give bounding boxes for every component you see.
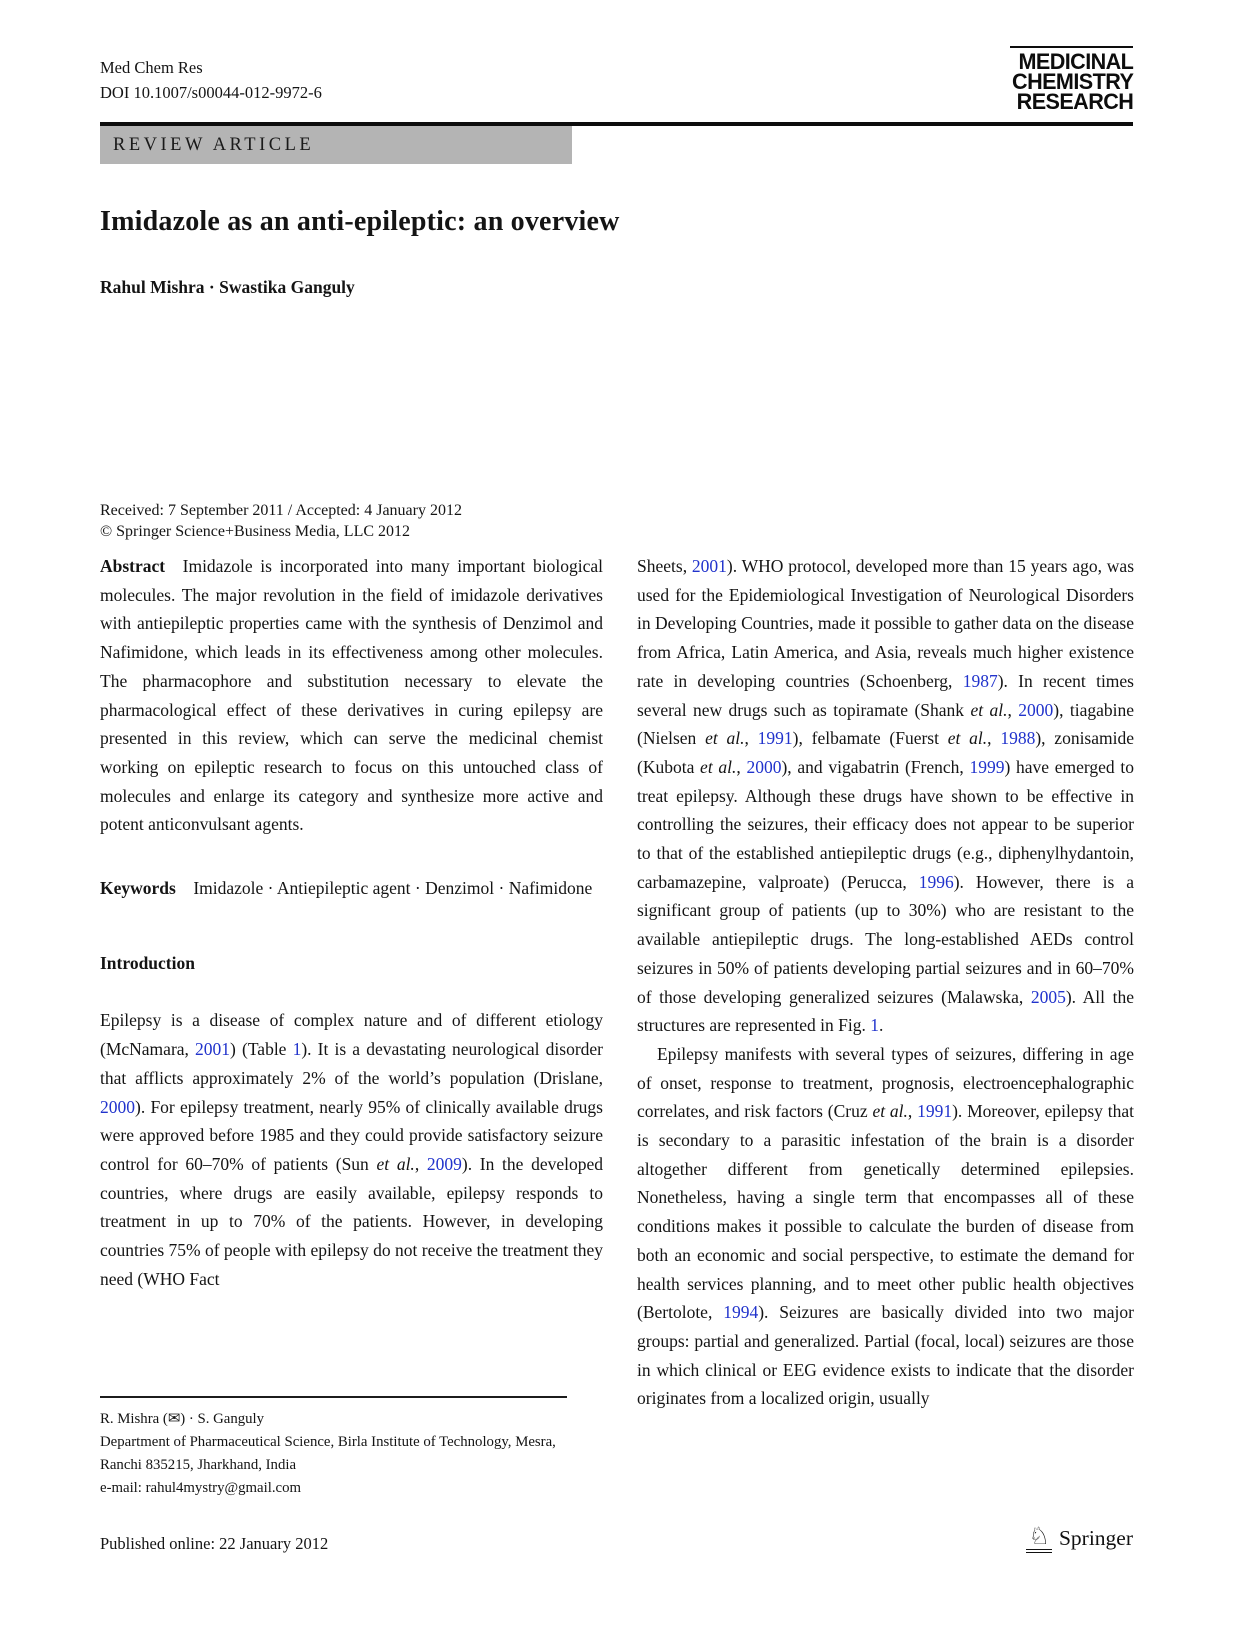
text-run: ). It is a devastating neurological disorder that afflicts approximately 2% of the world’s population (Drislane, <box>100 1039 603 1088</box>
text-run: ), tiagabine (Nielsen <box>637 699 1135 749</box>
citation-link[interactable]: 1994 <box>723 1302 759 1323</box>
introduction-paragraph <box>100 1006 603 1293</box>
text-run: , <box>744 728 758 749</box>
text-run: Imidazole is incorporated into many important biological molecules. The major revolution in the field of imidazole derivatives with antiepileptic properties came with the synthesis of Denzimol and Nafimidone, which leads in its effectiveness among other molecules. The pharmacophore and substitution necessary to elevate the pharmacological effect of these derivatives in curing epilepsy are presented in this review, which can serve the medicinal chemist working on epileptic research to focus on this untouched class of molecules and enlarge its category and synthesize more active and potent anticonvulsant agents. <box>100 556 603 835</box>
text-run: ), and vigabatrin (French, <box>781 756 970 777</box>
received-accepted-line: Received: 7 September 2011 / Accepted: 4 January 2012 <box>100 502 462 519</box>
citation-link[interactable]: 1 <box>870 1015 880 1036</box>
citation-link[interactable]: 2005 <box>1030 986 1066 1007</box>
citation-link[interactable]: 1999 <box>969 756 1005 777</box>
publisher-name: Springer <box>1058 1526 1133 1550</box>
citation-link[interactable]: 1991 <box>917 1101 953 1122</box>
springer-knight-icon: ♘ <box>1026 1524 1052 1553</box>
text-run: ). All the structures are represented in Fig. <box>637 986 1134 1036</box>
text-run: Abstract <box>100 556 166 576</box>
text-run: , <box>1007 699 1019 720</box>
page-title: Imidazole as an anti-epileptic: an overview <box>100 206 620 237</box>
text-run: ). For epilepsy treatment, nearly 95% of clinically available drugs were approved before 1985 and they could provide satisfactory seizure control for 60–70% of patients (Sun <box>100 1096 603 1174</box>
section-heading-introduction: Introduction <box>100 952 195 973</box>
right-column <box>637 552 1134 1413</box>
text-run: ). Moreover, epilepsy that is secondary to a parasitic infestation of the brain is a disorder altogether different from genetically determined epilepsies. Nonetheless, having a single term that encompasses all of these conditions makes it possible to calculate the burden of disease from both an economic and social perspective, to estimate the demand for health services planning, and to meet other public health objectives (Bertolote, <box>637 1101 1134 1323</box>
citation-link[interactable]: 1987 <box>962 670 998 691</box>
correspondence-authors: R. Mishra (✉) · S. Ganguly <box>100 1411 265 1427</box>
citation-link[interactable]: 2000 <box>100 1096 135 1117</box>
publisher-logo <box>1026 1524 1133 1553</box>
doi-line: DOI 10.1007/s00044-012-9972-6 <box>100 83 322 102</box>
text-run: ). Seizures are basically divided into two major groups: partial and generalized. Partial (focal, local) seizures are those in which clinical or EEG evidence exists to indicate that the disorder originates from a localized origin, usually <box>637 1302 1134 1409</box>
text-run: et al. <box>947 728 988 749</box>
citation-link[interactable]: 2000 <box>746 756 782 777</box>
article-type-label: REVIEW ARTICLE <box>113 135 315 155</box>
published-online-line: Published online: 22 January 2012 <box>100 1534 329 1553</box>
journal-logo-text <box>1011 49 1133 114</box>
text-run: et al. <box>970 699 1008 720</box>
copyright-line: © Springer Science+Business Media, LLC 2012 <box>100 523 411 540</box>
text-run: ). However, there is a significant group of patients (up to 30%) who are resistant to the available antiepileptic drugs. The long-established AEDs control seizures in 50% of patients developing partial seizures and in 60–70% of those developing generalized seizures (Malawska, <box>637 871 1135 1007</box>
text-run: et al. <box>700 756 737 777</box>
text-run: . <box>879 1015 884 1036</box>
citation-link[interactable]: 1991 <box>757 728 793 749</box>
footnote-rule <box>100 1396 567 1398</box>
text-run: , <box>414 1153 427 1174</box>
citation-link[interactable]: 1996 <box>918 871 954 892</box>
body-paragraph-1 <box>637 552 1134 1040</box>
text-run: et al. <box>705 728 745 749</box>
abstract-paragraph <box>100 552 603 839</box>
text-run: ). WHO protocol, developed more than 15 years ago, was used for the Epidemiological Investigation of Neurological Disorders in Developing Countries, made it possible to gather data on the disease from Africa, Latin America, and Asia, reveals much higher existence rate in developing countries (Schoenberg, <box>637 556 1135 691</box>
journal-logo <box>1007 46 1133 112</box>
text-run: et al. <box>872 1101 908 1122</box>
journal-name: Med Chem Res <box>100 58 203 77</box>
text-run: ), zonisamide (Kubota <box>637 728 1134 777</box>
citation-link[interactable]: 2009 <box>426 1153 462 1174</box>
text-run: ). In recent times several new drugs such as topiramate (Shank <box>637 670 1134 720</box>
keywords-paragraph <box>100 874 603 903</box>
text-run: Keywords <box>100 878 176 899</box>
logo-line-1: MEDICINAL <box>1018 49 1133 74</box>
text-run: Sheets, <box>637 556 692 576</box>
logo-top-rule <box>1010 46 1133 48</box>
article-type-banner <box>100 126 572 164</box>
text-run: , <box>907 1101 918 1122</box>
text-run: Epilepsy manifests with several types of seizures, differing in age of onset, response to treatment, prognosis, electroencephalographic correlates, and risk factors (Cruz <box>637 1043 1134 1122</box>
citation-link[interactable]: 1988 <box>1000 728 1036 749</box>
citation-link[interactable]: 2000 <box>1018 699 1054 720</box>
journal-reference <box>100 55 322 105</box>
affiliation-line: Department of Pharmaceutical Science, Birla Institute of Technology, Mesra, Ranchi 835215, Jharkhand, India <box>100 1434 556 1473</box>
text-run: ). In the developed countries, where drugs are easily available, epilepsy responds to treatment in up to 70% of the patients. However, in developing countries 75% of people with epilepsy do not receive the treatment they need (WHO Fact <box>100 1153 604 1289</box>
correspondence-footnote <box>100 1396 567 1500</box>
citation-link[interactable]: 1 <box>292 1039 302 1060</box>
text-run: , <box>987 728 1001 749</box>
body-paragraph-2 <box>637 1040 1134 1413</box>
citation-link[interactable]: 2001 <box>195 1039 231 1060</box>
text-run: ), felbamate (Fuerst <box>792 728 948 749</box>
text-run: ) have emerged to treat epilepsy. Although these drugs have shown to be effective in controlling the seizures, their efficacy does not appear to be superior to that of the established antiepileptic drugs (e.g., diphenylhydantoin, carbamazepine, valproate) (Perucca, <box>637 756 1134 892</box>
text-run: ) (Table <box>230 1039 293 1060</box>
left-column <box>100 552 603 1293</box>
citation-link[interactable]: 2001 <box>691 556 727 576</box>
authors-line: Rahul Mishra · Swastika Ganguly <box>100 277 355 297</box>
logo-line-3: RESEARCH <box>1016 89 1133 114</box>
text-run: et al. <box>376 1153 415 1174</box>
text-run: Epilepsy is a disease of complex nature and of different etiology (McNamara, <box>100 1010 603 1060</box>
logo-line-2: CHEMISTRY <box>1011 69 1133 94</box>
email-line: e-mail: rahul4mystry@gmail.com <box>100 1480 302 1496</box>
text-run: , <box>736 756 747 777</box>
text-run: Imidazole · Antiepileptic agent · Denzimol · Nafimidone <box>175 878 593 899</box>
